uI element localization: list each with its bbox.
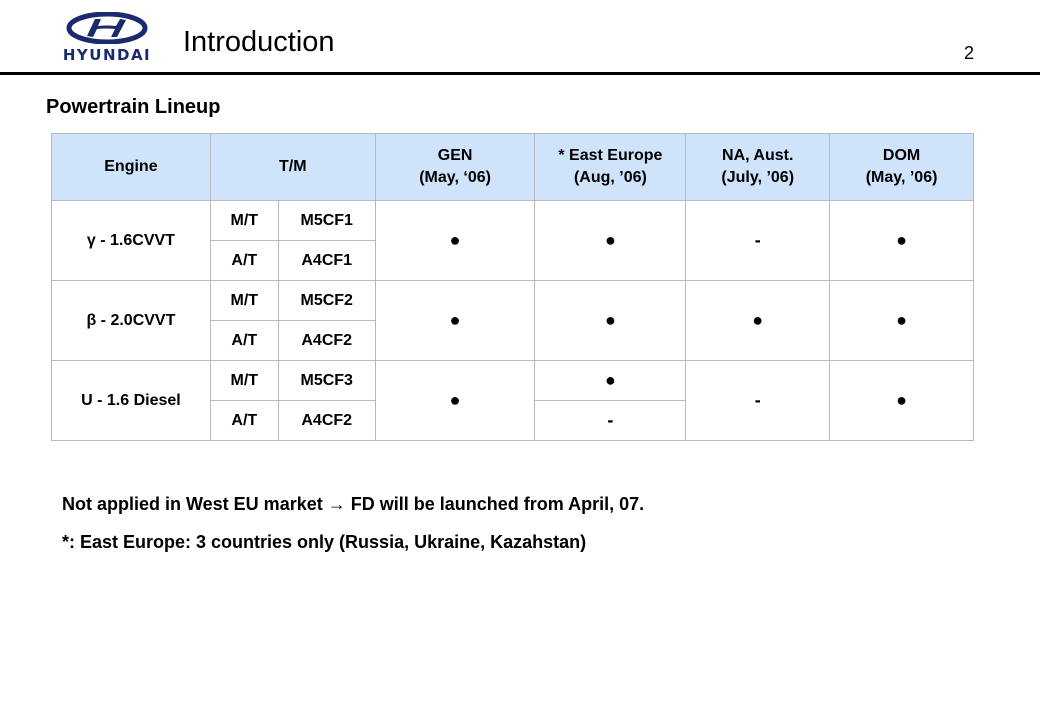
east-europe-cell: - [535, 401, 686, 441]
na-aust-cell: - [686, 361, 830, 441]
east-europe-cell: ● [535, 281, 686, 361]
table-row [52, 361, 974, 401]
tm-model: A4CF2 [278, 321, 375, 361]
na-aust-cell: - [686, 201, 830, 281]
page-number: 2 [963, 43, 974, 63]
note-west-eu: Not applied in West EU market → FD will be launched from April, 07. [62, 494, 645, 514]
table-row [52, 281, 974, 321]
powertrain-table [51, 133, 974, 441]
dom-cell: ● [830, 201, 974, 281]
header-engine: Engine [52, 134, 211, 201]
engine-name: γ - 1.6CVVT [52, 201, 211, 281]
header-divider [0, 72, 1040, 75]
table-row [52, 201, 974, 241]
hyundai-emblem-icon [65, 12, 149, 44]
east-europe-cell: ● [535, 201, 686, 281]
table-header-row [52, 134, 974, 201]
dom-cell: ● [830, 281, 974, 361]
tm-type: A/T [210, 321, 278, 361]
gen-cell: ● [375, 201, 535, 281]
hyundai-logo [52, 12, 162, 64]
tm-model: M5CF2 [278, 281, 375, 321]
tm-type: M/T [210, 361, 278, 401]
section-title: Powertrain Lineup [46, 96, 221, 118]
note-east-europe: *: East Europe: 3 countries only (Russia, Ukraine, Kazahstan) [62, 532, 587, 552]
tm-type: A/T [210, 241, 278, 281]
na-aust-cell: ● [686, 281, 830, 361]
engine-name: β - 2.0CVVT [52, 281, 211, 361]
page-title: Introduction [183, 26, 335, 58]
gen-cell: ● [375, 281, 535, 361]
header-tm: T/M [210, 134, 375, 201]
tm-type: M/T [210, 201, 278, 241]
tm-type: M/T [210, 281, 278, 321]
gen-cell: ● [375, 361, 535, 441]
header-dom: DOM (May, ’06) [830, 134, 974, 201]
dom-cell: ● [830, 361, 974, 441]
brand-name: HYUNDAI [62, 46, 152, 64]
east-europe-cell: ● [535, 361, 686, 401]
tm-type: A/T [210, 401, 278, 441]
tm-model: A4CF1 [278, 241, 375, 281]
header-east-europe: * East Europe (Aug, ’06) [535, 134, 686, 201]
tm-model: A4CF2 [278, 401, 375, 441]
engine-name: U - 1.6 Diesel [52, 361, 211, 441]
header-na-aust: NA, Aust. (July, ’06) [686, 134, 830, 201]
tm-model: M5CF1 [278, 201, 375, 241]
header-gen: GEN (May, ‘06) [375, 134, 535, 201]
tm-model: M5CF3 [278, 361, 375, 401]
